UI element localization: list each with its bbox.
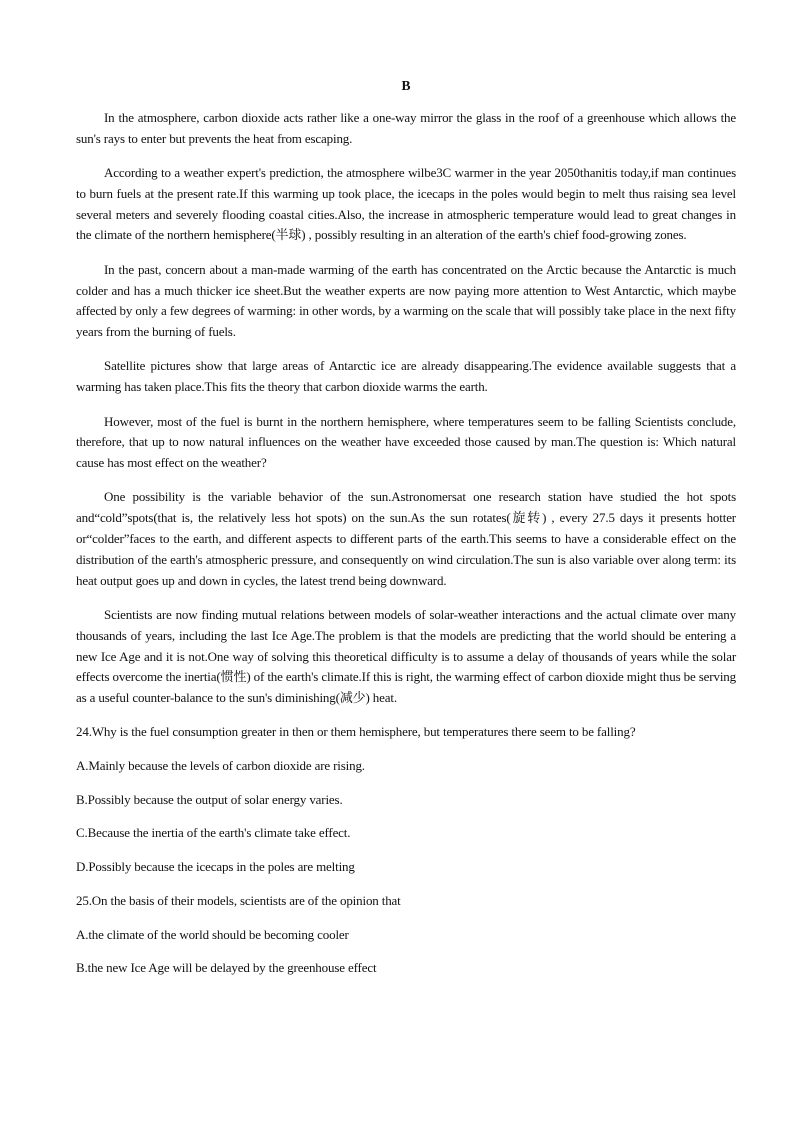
section-title: B [401,78,411,93]
document-page [76,76,736,992]
passage-paragraph-2: According to a weather expert's prediction, the atmosphere wilbe3C warmer in the year 2050thanitis today,if man continues to burn fuels at the present rate.If this warming up took place, the icecaps in the poles would begin to melt thus raising sea level several meters and severely flooding coastal cities.Also, the increase in atmospheric temperature would lead to great changes in the climate of the northern hemisphere(半球) , possibly resulting in an alteration of the earth's chief food-growing zones. [76,165,736,243]
passage-paragraph-6: One possibility is the variable behavior of the sun.Astronomersat one research station have studied the hot spots and“cold”spots(that is, the relatively less hot spots) on the sun.As the sun rotates(旋转) , every 27.5 days it presents hotter or“colder”faces to the earth, and different aspects to different parts of the earth.This seems to have a considerable effect on the distribution of the earth's atmospheric pressure, and consequently on wind circulation.The sun is also variable over along term: its heat output goes up and down in cycles, the latest trend being downward. [76,489,736,588]
passage-paragraph-3: In the past, concern about a man-made warming of the earth has concentrated on the Arctic because the Antarctic is much colder and has a much thicker ice sheet.But the weather experts are now paying more attention to West Antarctic, which maybe affected by only a few degrees of warming: in other words, by a warming on the scale that will possibly take place in the next fifty years from the burning of fuels. [76,261,736,340]
question-24-option-c: C.Because the inertia of the earth's climate take effect. [76,825,351,841]
passage-paragraph-5: However, most of the fuel is burnt in the northern hemisphere, where temperatures seem to be falling Scientists conclude, therefore, that up to now natural influences on the weather have exceeded those caused by man.The question is: Which natural cause has most effect on the weather? [76,413,736,471]
question-24-option-d: D.Possibly because the icecaps in the poles are melting [76,859,355,875]
passage-paragraph-1: In the atmosphere, carbon dioxide acts rather like a one-way mirror the glass in the roof of a greenhouse which allows the sun's rays to enter but prevents the heat from escaping. [76,110,736,146]
question-25-option-a: A.the climate of the world should be becoming cooler [76,926,349,942]
passage-paragraph-4: Satellite pictures show that large areas of Antarctic ice are already disappearing.The evidence available suggests that a warming has taken place.This fits the theory that carbon dioxide warms the earth. [76,358,736,395]
question-24-option-b: B.Possibly because the output of solar energy varies. [76,791,343,807]
question-24-option-a: A.Mainly because the levels of carbon dioxide are rising. [76,758,365,774]
passage-paragraph-7: Scientists are now finding mutual relations between models of solar-weather interactions and the actual climate over many thousands of years, including the last Ice Age.The problem is that the models are predicting that the world should be entering a new Ice Age and it is not.One way of solving this theoretical difficulty is to assume a delay of thousands of years while the solar effects overcome the inertia(惯性) of the earth's climate.If this is right, the warming effect of carbon dioxide might thus be serving as a useful counter-balance to the sun's diminishing(减少) heat. [76,606,736,706]
question-25-option-b: B.the new Ice Age will be delayed by the greenhouse effect [76,960,377,976]
question-25-stem: 25.On the basis of their models, scientists are of the opinion that [76,892,401,908]
question-24-stem: 24.Why is the fuel consumption greater in then or them hemisphere, but temperatures there seem to be falling? [76,724,636,740]
